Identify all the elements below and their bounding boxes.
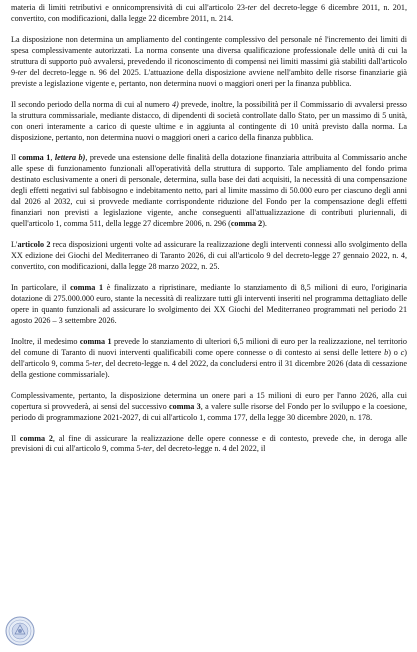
- text-run: ter: [143, 444, 153, 454]
- paragraph: [11, 3, 407, 25]
- text-run: prevede, inoltre, la possibilità per il Commissario di avvalersi presso la struttura commissariale, mediante distacco, di dipendenti di società controllate dallo Stato, per un massimo di 5 unità, con oneri interamente a carico di queste ultime e in aggiunta al contingente di 10 unità previsto dalla norma. La disposizione, pertanto, non determina nuovi o maggiori oneri a carico della finanza pubblica.: [11, 99, 407, 142]
- text-run: Il secondo periodo della norma di cui al numero: [11, 99, 172, 109]
- parliament-seal-icon: [5, 616, 35, 646]
- text-run: Complessivamente, pertanto, la disposizione determina un onere pari a 15 milioni di euro per l'anno 2026, alla cui copertura si provvederà, ai sensi del successivo: [11, 390, 407, 411]
- text-run: ).: [262, 219, 267, 229]
- paragraph: [11, 35, 407, 90]
- text-run: ter: [17, 67, 27, 77]
- paragraph: [11, 153, 407, 230]
- text-run: ter: [92, 358, 102, 368]
- text-run: comma 1: [18, 153, 51, 163]
- text-run: , prevede una estensione delle finalità della dotazione finanziaria attribuita al Commissario anche alle spese di funzionamento funzionali all'operatività della struttura di supporto. Tale ampliamento del fondo prima destinato esclusivamente a oneri di personale, determina, sulla base dei dati acquisiti, la necessità di una compensazione degli effetti negativi sul fabbisogno e indebitamento netto, pari al limite massimo di 50.000 euro per ciascuno degli anni dal 2026 al 2032, cui si provvede mediante corrispondente riduzione del Fondo per la compensazione degli effetti finanziari non previsti a legislazione vigente, anche conseguenti all'attualizzazione di contributi pluriennali, di quell'articolo 1, comma 511, della legge 27 dicembre 2006, n. 296 (: [11, 153, 408, 229]
- text-run: comma 1: [79, 336, 112, 346]
- text-run: comma 2: [230, 219, 263, 229]
- paragraph: [11, 100, 407, 144]
- text-run: ) o: [388, 347, 401, 357]
- text-run: b: [384, 347, 389, 357]
- text-run: , al fine di assicurare la realizzazione delle opere connesse e di contesto, prevede che, in deroga alle previsioni di cui all'articolo 9, comma 5-: [11, 433, 408, 454]
- paragraph: [11, 391, 407, 424]
- text-run: ) dell'articolo 9, comma 5-: [11, 347, 407, 368]
- text-run: c: [400, 347, 405, 357]
- text-run: ,: [50, 153, 55, 163]
- text-run: 4): [171, 99, 179, 109]
- text-run: comma 1: [70, 283, 104, 293]
- text-run: prevede lo stanziamento di ulteriori 6,5 milioni di euro per la realizzazione, nel territorio del comune di Taranto di nuovi interventi qualificabili come opere connesse o di contesto ai sensi delle lettere: [11, 336, 407, 357]
- text-run: lettera b): [54, 153, 86, 163]
- text-run: In particolare, il: [11, 283, 71, 293]
- text-run: , del decreto-legge n. 4 del 2022, da concludersi entro il 31 dicembre 2026 (data di cessazione della gestione commissariale).: [11, 358, 407, 379]
- paragraph: [11, 337, 407, 381]
- paragraph: [11, 240, 407, 273]
- document-body: [11, 3, 407, 455]
- text-run: L': [11, 240, 18, 250]
- text-run: , del decreto-legge n. 4 del 2022, il: [152, 444, 266, 454]
- text-run: , a valere sulle risorse del Fondo per lo sviluppo e la coesione, periodo di programmazione 2021-2027, di cui all'articolo 1, comma 177, della legge 30 dicembre 2020, n. 178.: [11, 401, 407, 422]
- text-run: Il: [11, 153, 19, 163]
- text-run: reca disposizioni urgenti volte ad assicurare la realizzazione degli interventi connessi allo svolgimento della XX edizione dei Giochi del Mediterraneo di Taranto 2026, di cui all'articolo 9 del decreto-legge 27 gennaio 2022, n. 4, convertito, con modificazioni, dalla legge 28 marzo 2022, n. 25.: [11, 240, 408, 272]
- paragraph: [11, 283, 407, 327]
- text-run: del decreto-legge n. 96 del 2025. L'attuazione della disposizione avviene nell'ambito delle risorse finanziarie già previste a legislazione vigente e, pertanto, non determina nuovi o maggiori oneri per la finanza pubblica.: [11, 67, 407, 88]
- text-run: materia di limiti retributivi e onnicomprensività di cui all'articolo 23-: [11, 3, 248, 12]
- text-run: La disposizione non determina un ampliamento del contingente complessivo del personale né l'incremento dei limiti di spesa complessivamente autorizzati. La norma consente una diversa qualificazione professionale delle unità di cui la struttura di supporto può avvalersi, prevedendo il riconoscimento di compensi nei limiti massimi già stabiliti dall'articolo 9-: [11, 34, 407, 77]
- text-run: comma 2: [19, 433, 53, 443]
- text-run: Inoltre, il medesimo: [11, 336, 80, 346]
- text-run: ter: [247, 3, 257, 12]
- text-run: Il: [11, 433, 20, 443]
- text-run: è finalizzato a ripristinare, mediante lo stanziamento di 8,5 milioni di euro, l'originaria dotazione di 275.000.000 euro, stante la necessità di realizzare tutti gli interventi inseriti nel programma dettagliato delle opere in quanto funzionali ad assicurare lo svolgimento dei XX Giochi del Mediterraneo programmati nel periodo 21 agosto 2026 – 3 settembre 2026.: [11, 283, 407, 325]
- text-run: del decreto-legge 6 dicembre 2011, n. 201, convertito, con modificazioni, dalla legge 22 dicembre 2011, n. 214.: [11, 3, 408, 23]
- text-run: articolo 2: [17, 240, 51, 250]
- paragraph: [11, 434, 407, 456]
- text-run: comma 3: [169, 401, 201, 411]
